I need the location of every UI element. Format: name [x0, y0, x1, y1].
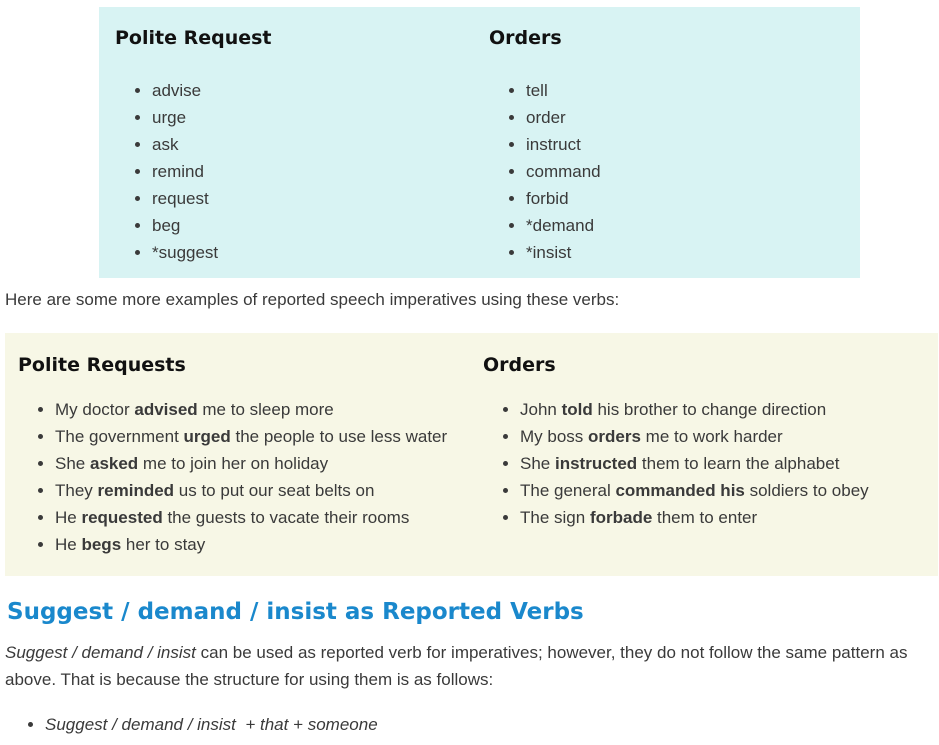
- list-item: • request: [152, 185, 218, 212]
- list-item: • *demand: [526, 212, 601, 239]
- structure-list: [5, 711, 378, 738]
- reporting-verb: forbade: [589, 508, 653, 527]
- list-item: • urge: [152, 104, 218, 131]
- list-item: • remind: [152, 158, 218, 185]
- paragraph-italic: Suggest / demand / insist: [5, 643, 196, 662]
- example-post: soldiers to obey: [744, 481, 869, 500]
- example-post: them to learn the alphabet: [637, 454, 840, 473]
- example-item: [520, 504, 869, 531]
- examples-box: [5, 333, 938, 576]
- example-pre: The government: [55, 427, 184, 446]
- example-item: [520, 450, 869, 477]
- polite-request-title: Polite Request: [115, 27, 272, 49]
- reporting-verb: advised: [134, 400, 198, 419]
- reporting-verb: commanded his: [615, 481, 745, 500]
- reporting-verb: orders: [588, 427, 641, 446]
- example-pre: He: [55, 508, 82, 527]
- example-post: her to stay: [121, 535, 206, 554]
- list-item: • ask: [152, 131, 218, 158]
- example-item: [520, 396, 869, 423]
- orders-examples: [483, 396, 869, 531]
- orders-title: Orders: [489, 27, 562, 49]
- polite-requests-examples: [18, 396, 447, 558]
- example-item: [520, 423, 869, 450]
- example-post: me to work harder: [640, 427, 783, 446]
- example-pre: She: [520, 454, 555, 473]
- reporting-verb: requested: [81, 508, 163, 527]
- reporting-verb: told: [561, 400, 593, 419]
- list-item: • tell: [526, 77, 601, 104]
- reporting-verb: reminded: [97, 481, 175, 500]
- list-item: • order: [526, 104, 601, 131]
- reporting-verb: asked: [89, 454, 139, 473]
- list-item: • *insist: [526, 239, 601, 266]
- section-heading: Suggest / demand / insist as Reported Verbs: [7, 599, 584, 625]
- reporting-verb: instructed: [554, 454, 638, 473]
- example-pre: He: [55, 535, 82, 554]
- example-item: [55, 504, 447, 531]
- example-post: the guests to vacate their rooms: [162, 508, 410, 527]
- example-post: them to enter: [652, 508, 758, 527]
- polite-requests-title: Polite Requests: [18, 354, 186, 376]
- example-item: [520, 477, 869, 504]
- list-item: • forbid: [526, 185, 601, 212]
- example-post: us to put our seat belts on: [174, 481, 375, 500]
- example-pre: She: [55, 454, 90, 473]
- example-item: [55, 423, 447, 450]
- example-pre: The sign: [520, 508, 590, 527]
- orders-list: [489, 77, 601, 266]
- reporting-verb: begs: [81, 535, 122, 554]
- example-post: me to join her on holiday: [138, 454, 329, 473]
- example-pre: My boss: [520, 427, 589, 446]
- intro-paragraph: Here are some more examples of reported speech imperatives using these verbs:: [5, 290, 620, 309]
- list-item: • command: [526, 158, 601, 185]
- list-item: • instruct: [526, 131, 601, 158]
- example-item: [55, 396, 447, 423]
- example-pre: The general: [520, 481, 616, 500]
- paragraph-text: can be used as reported verb for imperatives; however, they do not follow the same pattern as above. That is because the structure for using them is as follows:: [5, 643, 908, 689]
- polite-request-list: [115, 77, 218, 266]
- example-item: [55, 531, 447, 558]
- example-pre: They: [55, 481, 98, 500]
- example-post: me to sleep more: [197, 400, 334, 419]
- reporting-verb: urged: [183, 427, 231, 446]
- example-post: his brother to change direction: [592, 400, 827, 419]
- example-pre: My doctor: [55, 400, 135, 419]
- example-post: the people to use less water: [230, 427, 448, 446]
- structure-item: • Suggest / demand / insist + that + someone: [45, 711, 378, 738]
- example-item: [55, 477, 447, 504]
- verbs-box: [99, 7, 860, 278]
- list-item: • beg: [152, 212, 218, 239]
- list-item: • *suggest: [152, 239, 218, 266]
- orders-examples-title: Orders: [483, 354, 556, 376]
- example-pre: John: [520, 400, 562, 419]
- list-item: • advise: [152, 77, 218, 104]
- example-item: [55, 450, 447, 477]
- structure-paragraph: [5, 639, 939, 693]
